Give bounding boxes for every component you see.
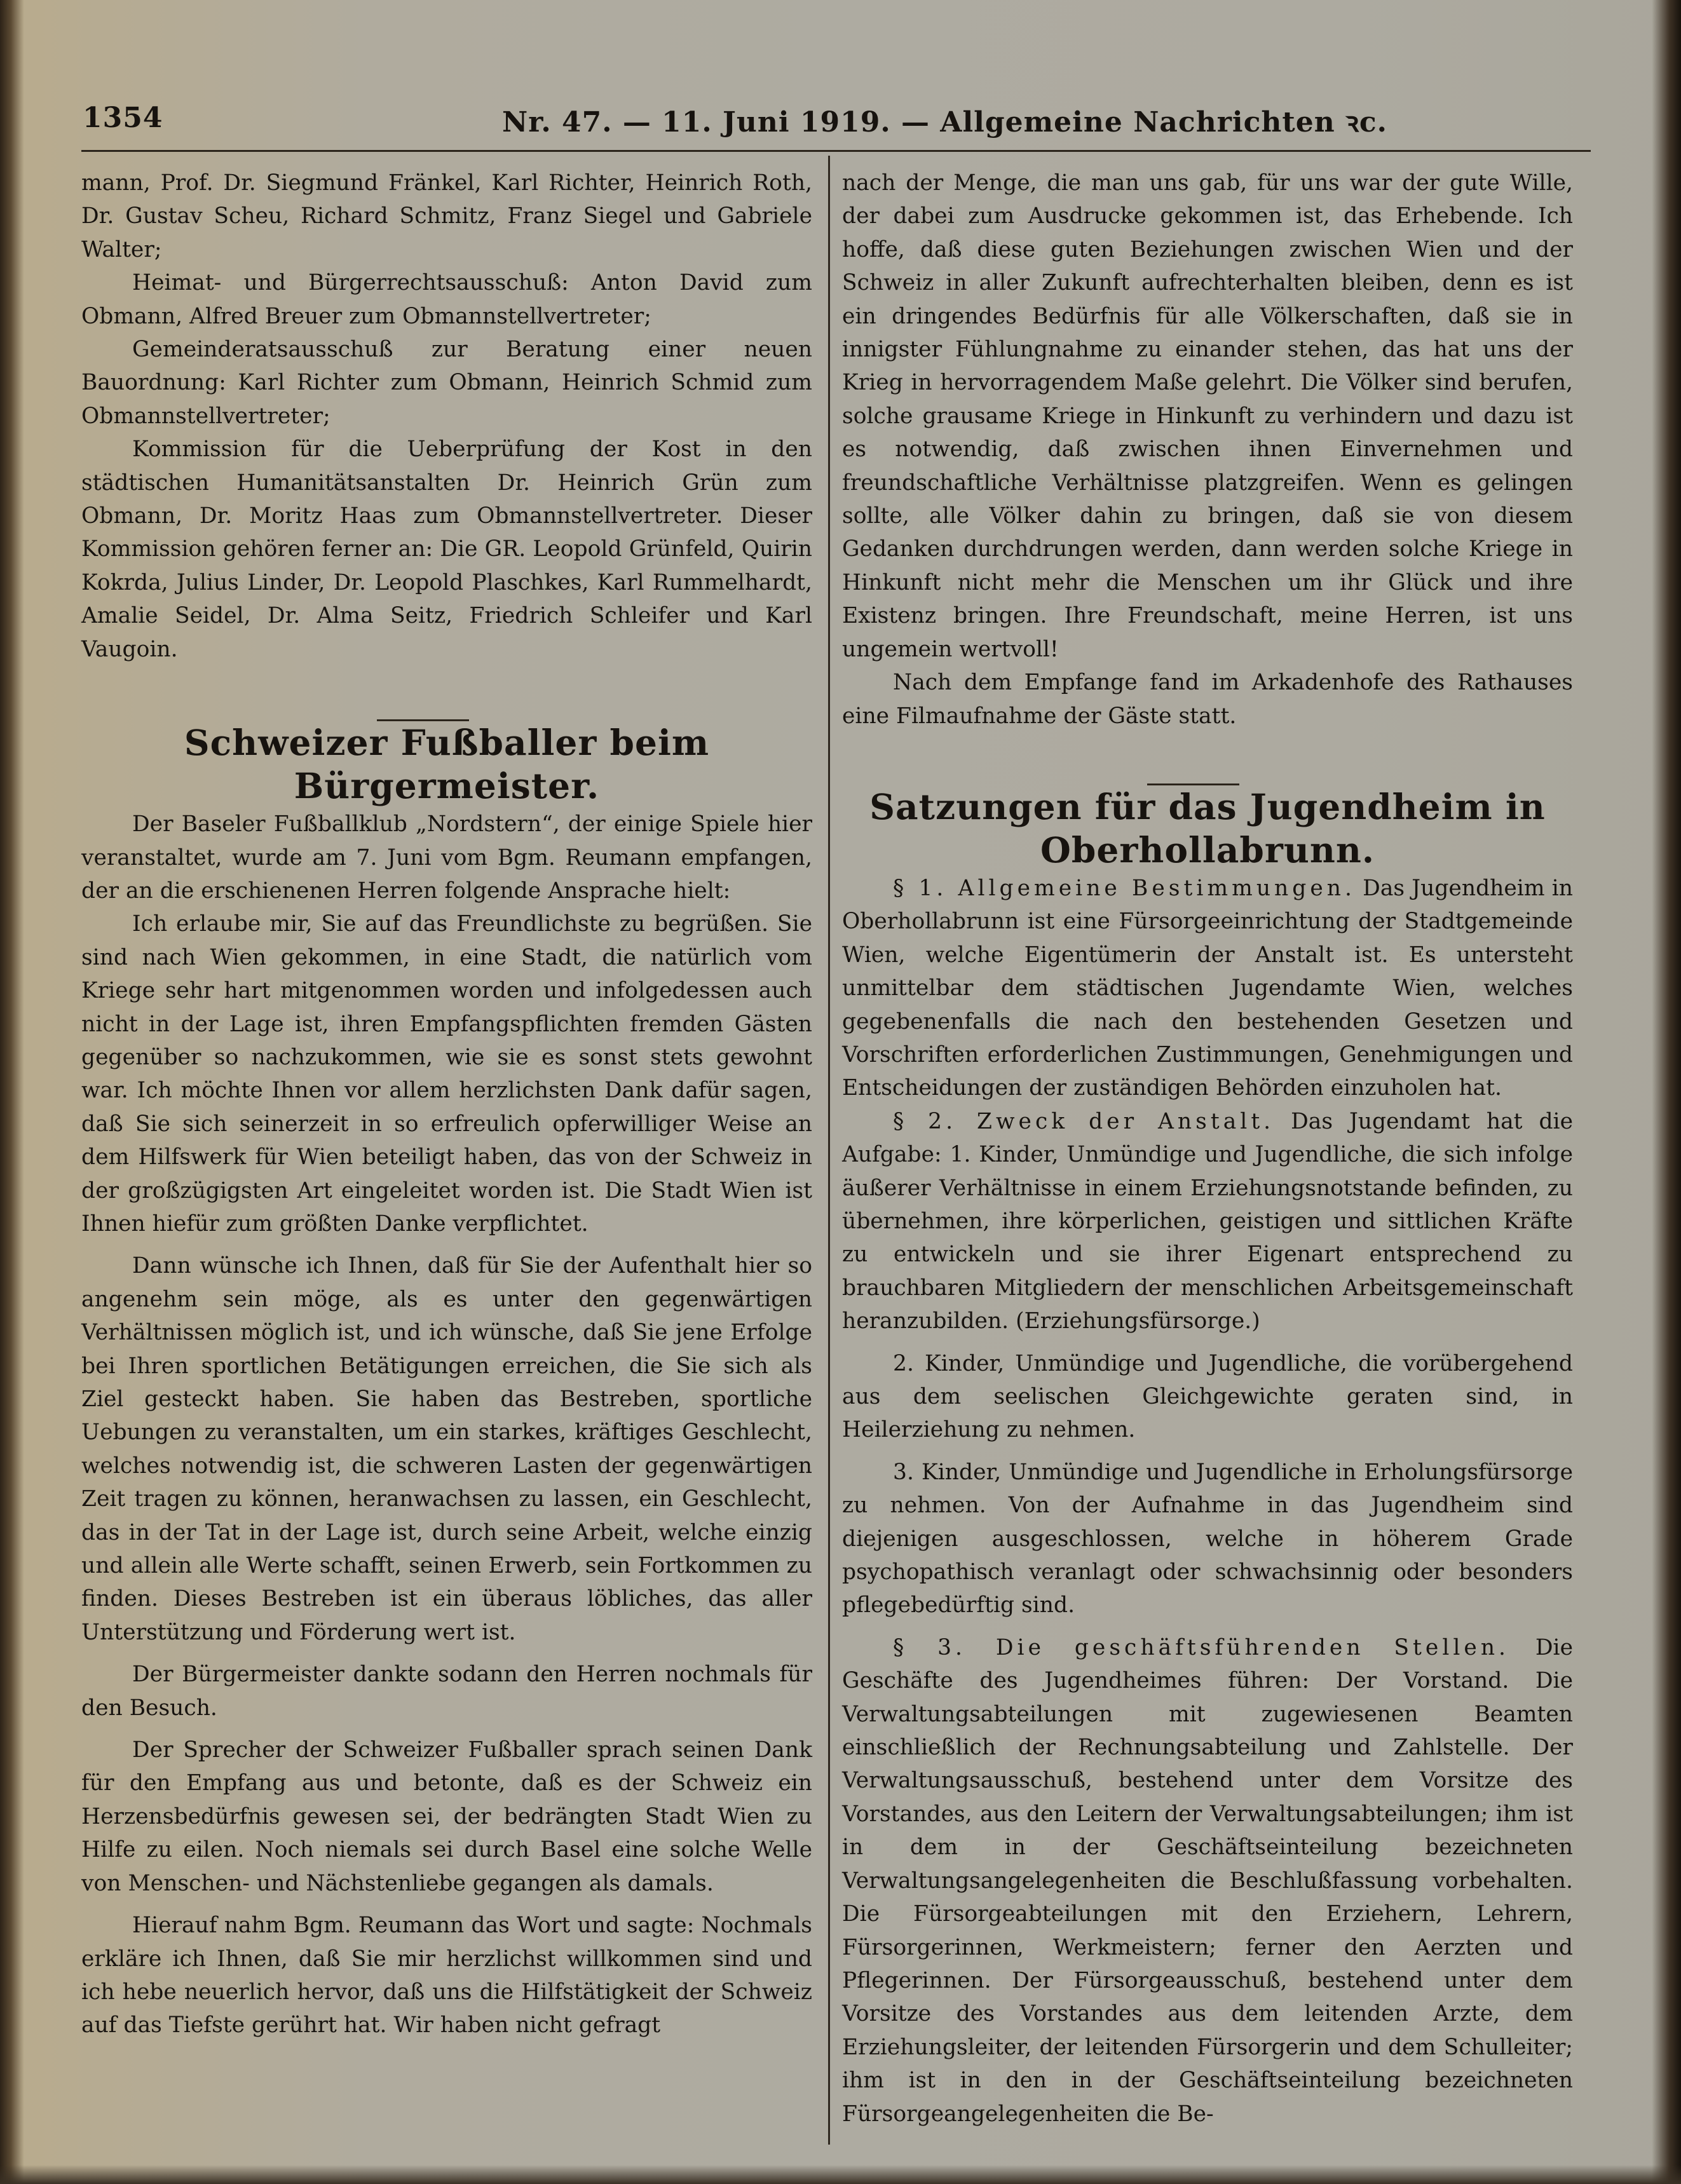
- article-headline: [842, 785, 1573, 872]
- paragraph: Heimat- und Bürgerrechtsausschuß: Anton David zum Obmann, Alfred Breuer zum Obmannstellvertreter;: [81, 270, 812, 329]
- left-column: [81, 166, 812, 2042]
- paragraph: Nach dem Empfange fand im Arkadenhofe des Rathauses eine Filmaufnahme der Gäste statt.: [842, 670, 1573, 729]
- paragraph: mann, Prof. Dr. Siegmund Fränkel, Karl Richter, Heinrich Roth, Dr. Gustav Scheu, Richard Schmitz, Franz Siegel und Gabriele Walter;: [81, 170, 812, 262]
- section-paragraph: [842, 1105, 1573, 1338]
- section-text: Das Jugendamt hat die Aufgabe: 1. Kinder, Unmündige und Jugendliche, die sich infolge äußerer Verhältnisse in einem Erziehungsnotstande befinden, zu übernehmen, ihre körperlichen, geistigen und sittlichen Kräfte zu entwickeln und sie ihrer Eigenart entsprechend zu brauchbaren Mitgliedern der menschlichen Arbeitsgemeinschaft heranzubilden. (Erziehungsfürsorge.): [842, 1108, 1574, 1334]
- paragraph: Hierauf nahm Bgm. Reumann das Wort und sagte: Nochmals erkläre ich Ihnen, daß Sie mir herzlichst willkommen sind und ich hebe neuerlich hervor, daß uns die Hilfstätigkeit der Schweiz auf das Tiefste gerührt hat. Wir haben nicht gefragt: [81, 1913, 812, 2038]
- paragraph: Der Bürgermeister dankte sodann den Herren nochmals für den Besuch.: [81, 1662, 812, 1721]
- paragraph: Der Sprecher der Schweizer Fußballer sprach seinen Dank für den Empfang aus und betonte, daß es der Schweiz ein Herzensbedürfnis gewesen sei, der bedrängten Stadt Wien zu Hilfe zu eilen. Noch niemals sei durch Basel eine solche Welle von Menschen- und Nächstenliebe gegangen als damals.: [81, 1737, 812, 1896]
- right-column: [842, 166, 1573, 2131]
- paragraph: 2. Kinder, Unmündige und Jugendliche, die vorübergehend aus dem seelischen Gleichgewichte geraten sind, in Heilerziehung zu nehmen.: [842, 1350, 1573, 1443]
- paragraph: Ich erlaube mir, Sie auf das Freundlichste zu begrüßen. Sie sind nach Wien gekommen, in eine Stadt, die natürlich vom Kriege sehr hart mitgenommen worden und infolgedessen auch nicht in der Lage ist, ihren Empfangspflichten fremden Gästen gegenüber so nachzukommen, wie sie es sonst stets gewohnt war. Ich möchte Ihnen vor allem herzlichsten Dank dafür sagen, daß Sie sich seinerzeit in so erfreulich opferwilliger Weise an dem Hilfswerk für Wien beteiligt haben, das von der Schweiz in der großzügigsten Art eingeleitet worden ist. Die Stadt Wien ist Ihnen hiefür zum größten Danke verpflichtet.: [81, 911, 812, 1237]
- section-title: § 3. Die geschäftsführenden Stellen.: [893, 1634, 1510, 1660]
- headline-line: Oberhollabrunn.: [1040, 829, 1375, 871]
- section-title: § 2. Zweck der Anstalt.: [893, 1108, 1275, 1134]
- paragraph: Der Baseler Fußballklub „Nordstern“, der einige Spiele hier veranstaltet, wurde am 7. Juni vom Bgm. Reumann empfangen, der an die erschienenen Herren folgende Ansprache hielt:: [81, 811, 812, 904]
- section-title: § 1. Allgemeine Bestimmungen.: [893, 875, 1356, 901]
- paragraph: Dann wünsche ich Ihnen, daß für Sie der Aufenthalt hier so angenehm sein möge, als es unter den gegenwärtigen Verhältnissen möglich ist, und ich wünsche, daß Sie jene Erfolge bei Ihren sportlichen Betätigungen erreichen, die Sie sich als Ziel gesteckt haben. Sie haben das Bestreben, sportliche Uebungen zu veranstalten, um ein starkes, kräftiges Geschlecht, welches notwendig ist, die schweren Lasten der gegenwärtigen Zeit tragen zu können, heranwachsen zu lassen, ein Geschlecht, das in der Tat in der Lage ist, durch seine Arbeit, welche einzig und allein alle Werte schafft, seinen Erwerb, sein Fortkommen zu finden. Dieses Bestreben ist ein überaus löbliches, das aller Unterstützung und Förderung wert ist.: [81, 1253, 812, 1645]
- article-headline: Schweizer Fußballer beim Bürgermeister.: [184, 722, 710, 807]
- paragraph: 3. Kinder, Unmündige und Jugendliche in Erholungsfürsorge zu nehmen. Von der Aufnahme in das Jugendheim sind diejenigen ausgeschlossen, welche in höherem Grade psychopathisch veranlagt oder schwachsinnig oder besonders pflegebedürftig sind.: [842, 1459, 1573, 1618]
- page-header: [83, 95, 1589, 140]
- headline-line: Satzungen für das Jugendheim in: [869, 785, 1546, 827]
- column-divider: [828, 156, 830, 2145]
- scan-edge-bottom: [0, 2165, 1681, 2184]
- paragraph: Gemeinderatsausschuß zur Beratung einer neuen Bauordnung: Karl Richter zum Obmann, Heinrich Schmid zum Obmannstellvertreter;: [81, 337, 812, 429]
- scan-edge-right: [1652, 0, 1681, 2184]
- section-paragraph: [842, 1631, 1573, 2131]
- page-number: 1354: [83, 102, 163, 134]
- scan-edge-left: [0, 0, 24, 2184]
- section-text: Die Geschäfte des Jugendheimes führen: Der Vorstand. Die Verwaltungsabteilungen mit zugewiesenen Beamten einschließlich der Rechnungsabteilung und Zahlstelle. Der Verwaltungsausschuß, bestehend unter dem Vorsitze des Vorstandes, aus den Leitern der Verwaltungsabteilungen; ihm ist in dem in der Geschäftseinteilung bezeichneten Verwaltungsangelegenheiten die Beschlußfassung vorbehalten. Die Fürsorgeabteilungen mit den Erziehern, Lehrern, Fürsorgerinnen, Werkmeistern; ferner den Aerzten und Pflegerinnen. Der Fürsorgeausschuß, bestehend unter dem Vorsitze des Vorstandes aus dem leitenden Arzte, dem Erziehungsleiter, der leitenden Fürsorgerin und dem Schulleiter; ihm ist in den in der Geschäftseinteilung bezeichneten Fürsorgeangelegenheiten die Be-: [842, 1634, 1573, 2127]
- header-rule: [81, 150, 1591, 152]
- section-text: Das Jugendheim in Oberhollabrunn ist eine Fürsorgeeinrichtung der Stadtgemeinde Wien, welche Eigentümerin der Anstalt ist. Es untersteht unmittelbar dem städtischen Jugendamte Wien, welches gegebenenfalls die nach den bestehenden Gesetzen und Vorschriften erforderlichen Zustimmungen, Genehmigungen und Entscheidungen der zuständigen Behörden einzuholen hat.: [842, 875, 1573, 1101]
- paragraph: Kommission für die Ueberprüfung der Kost in den städtischen Humanitätsanstalten Dr. Heinrich Grün zum Obmann, Dr. Moritz Haas zum Obmannstellvertreter. Dieser Kommission gehören ferner an: Die GR. Leopold Grünfeld, Quirin Kokrda, Julius Linder, Dr. Leopold Plaschkes, Karl Rummelhardt, Amalie Seidel, Dr. Alma Seitz, Friedrich Schleifer und Karl Vaugoin.: [81, 437, 812, 662]
- section-paragraph: [842, 872, 1573, 1105]
- running-title: Nr. 47. — 11. Juni 1919. — Allgemeine Nachrichten ꝛc.: [502, 106, 1387, 139]
- paragraph: nach der Menge, die man uns gab, für uns war der gute Wille, der dabei zum Ausdrucke gekommen ist, das Erhebende. Ich hoffe, daß diese guten Beziehungen zwischen Wien und der Schweiz in aller Zukunft aufrechterhalten bleiben, denn es ist ein dringendes Bedürfnis für alle Völkerschaften, daß sie in innigster Fühlungnahme zu einander stehen, das hat uns der Krieg in hervorragendem Maße gelehrt. Die Völker sind berufen, solche grausame Kriege in Hinkunft zu verhindern und dazu ist es notwendig, daß zwischen ihnen Einvernehmen und freundschaftliche Verhältnisse platzgreifen. Wenn es gelingen sollte, alle Völker dahin zu bringen, daß sie von diesem Gedanken durchdrungen werden, dann werden solche Kriege in Hinkunft nicht mehr die Menschen um ihr Glück und ihre Existenz bringen. Ihre Freundschaft, meine Herren, ist uns ungemein wertvoll!: [842, 170, 1573, 662]
